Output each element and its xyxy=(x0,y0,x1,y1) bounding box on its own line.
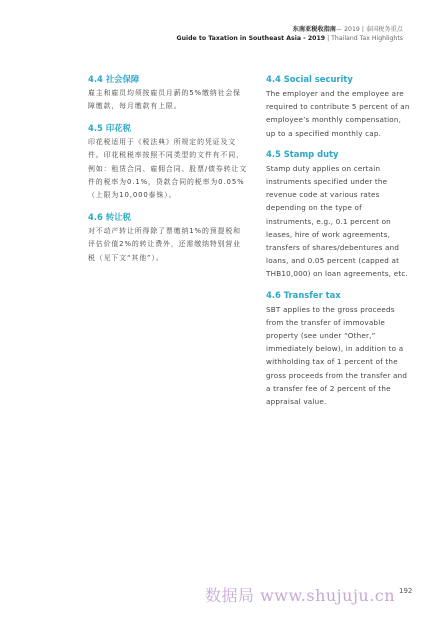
section-body: The employer and the employee are required to contribute 5 percent of an employee’s monthly compensation, up to a specified monthly cap. xyxy=(266,89,410,138)
section-heading: 4.5 Stamp duty xyxy=(266,148,339,159)
section-body: Stamp duty applies on certain instruments specified under the revenue code at various rates depending on the type of instruments, e.g., 0.1 percent on leases, hire of work agreements, transfers of shares/debentures and loans, and 0.05 percent (capped at THB10,000) on loan agreements, etc. xyxy=(266,163,409,279)
section-heading: 4.5 印花税 xyxy=(88,122,131,133)
header-line-chinese xyxy=(177,25,403,34)
chinese-column xyxy=(88,74,248,274)
section-body: 印花税适用于《税法典》所规定的凭证及文件。印花税税率按照不同类型的文件有不同，例如：租赁合同、雇佣合同、股票/债券转让文件的税率为0.1%，贷款合同的税率为0.05%（上限为10,000泰铢）。 xyxy=(88,137,248,200)
watermark: 数据局 www.shujuju.cn xyxy=(205,586,396,605)
header-title-chinese: 东南亚税收指南 xyxy=(292,26,336,33)
section-transfer-tax-zh xyxy=(88,212,248,265)
header-subtitle-chinese: — 2019 | 泰国税务重点 xyxy=(335,26,403,33)
header-subtitle-english: | Thailand Tax Highlights xyxy=(327,35,403,42)
section-heading: 4.6 转让税 xyxy=(88,211,131,222)
page-number: 192 xyxy=(399,587,413,595)
section-transfer-tax-en xyxy=(266,290,411,409)
section-body: SBT applies to the gross proceeds from the transfer of immovable property (see under “Other,” immediately below), in addition to a withholding tax of 1 percent of the gross proceeds from the transfer and a transfer fee of 2 percent of the appraisal value. xyxy=(266,304,408,407)
section-body: 对不动产转让所得除了票缴纳1%的预提税和评估价值2%的转让费外，还需缴纳特别营业税（见下文“其他”）。 xyxy=(88,226,241,262)
section-heading: 4.4 社会保障 xyxy=(88,74,140,84)
header-line-english xyxy=(177,34,403,43)
section-stamp-duty-zh xyxy=(88,123,248,203)
section-social-security-en xyxy=(266,74,411,140)
section-social-security-zh xyxy=(88,74,248,114)
section-heading: 4.6 Transfer tax xyxy=(266,289,341,300)
section-body: 雇主和雇员均须按雇员月薪的5%缴纳社会保障缴款，每月缴款有上限。 xyxy=(88,89,241,111)
running-header xyxy=(177,25,403,43)
section-stamp-duty-en xyxy=(266,149,411,281)
english-column xyxy=(266,74,411,417)
section-heading: 4.4 Social security xyxy=(266,74,353,84)
header-title-english: Guide to Taxation in Southeast Asia - 2019 xyxy=(176,35,326,42)
